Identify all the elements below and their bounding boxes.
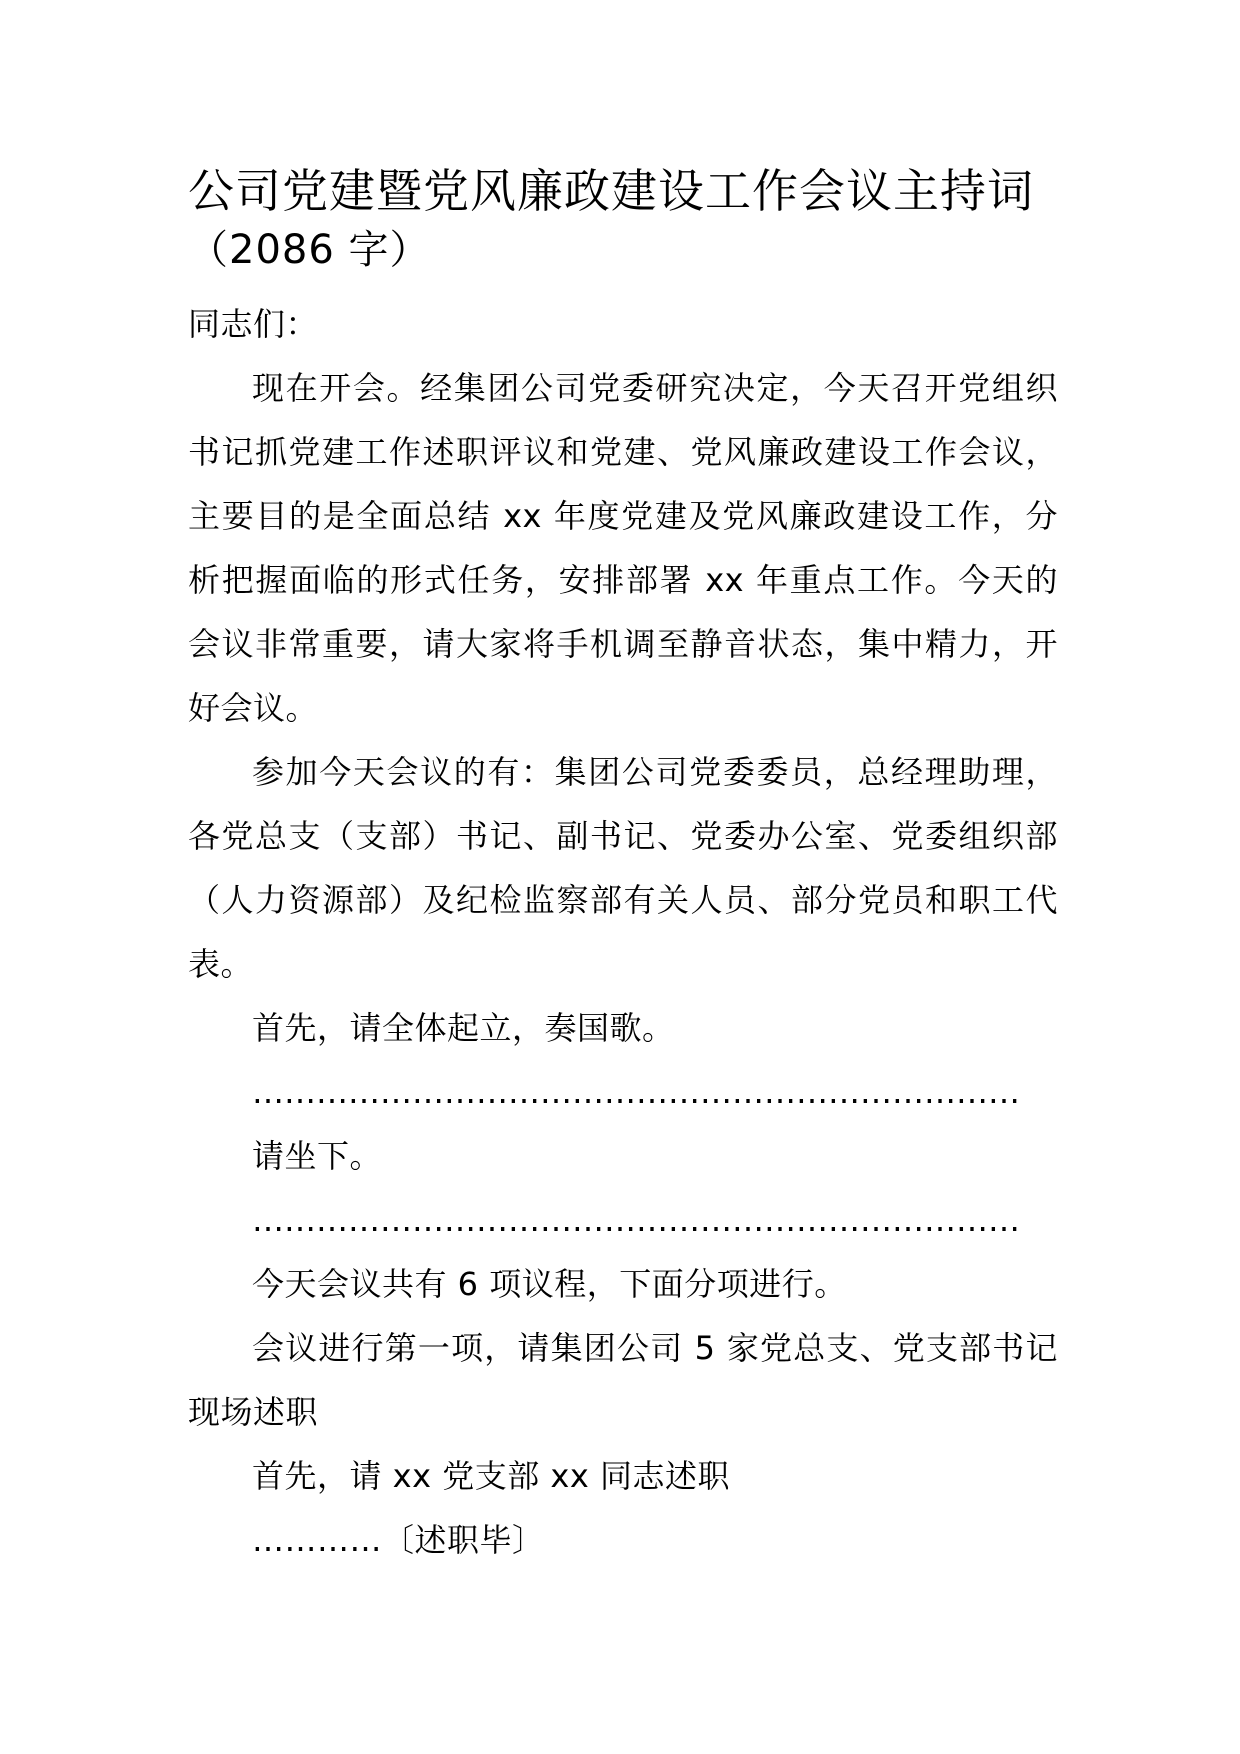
document-title <box>188 160 1058 278</box>
paragraph-agenda: 今天会议共有 6 项议程，下面分项进行。 <box>252 1265 847 1303</box>
title-word-count: （2086 字） <box>188 227 431 273</box>
paragraph-sit-down: 请坐下。 <box>252 1137 383 1175</box>
ellipsis-line: ……………………………………………………………… <box>252 1073 1020 1111</box>
ellipsis-line: ……………………………………………………………… <box>252 1201 1020 1239</box>
salutation: 同志们： <box>188 305 319 343</box>
document-page <box>188 160 1058 1572</box>
paragraph-anthem: 首先，请全体起立，奏国歌。 <box>252 1009 675 1047</box>
paragraph-attendees: 参加今天会议的有：集团公司党委委员，总经理助理，各党总支（支部）书记、副书记、党委办公室、党委组织部（人力资源部）及纪检监察部有关人员、部分党员和职工代表。 <box>188 753 1058 983</box>
paragraph-first-report: 首先，请 xx 党支部 xx 同志述职 <box>252 1457 730 1495</box>
paragraph-item-one: 会议进行第一项，请集团公司 5 家党总支、党支部书记现场述职 <box>188 1329 1058 1431</box>
paragraph-report-done: …………〔述职毕〕 <box>252 1521 545 1559</box>
title-main: 公司党建暨党风廉政建设工作会议主持词 <box>188 164 1034 218</box>
paragraph-opening: 现在开会。经集团公司党委研究决定，今天召开党组织书记抓党建工作述职评议和党建、党风廉政建设工作会议，主要目的是全面总结 xx 年度党建及党风廉政建设工作，分析把握面临的形式任务，安排部署 xx 年重点工作。今天的会议非常重要，请大家将手机调至静音状态，集中精力，开好会议。 <box>188 369 1058 727</box>
